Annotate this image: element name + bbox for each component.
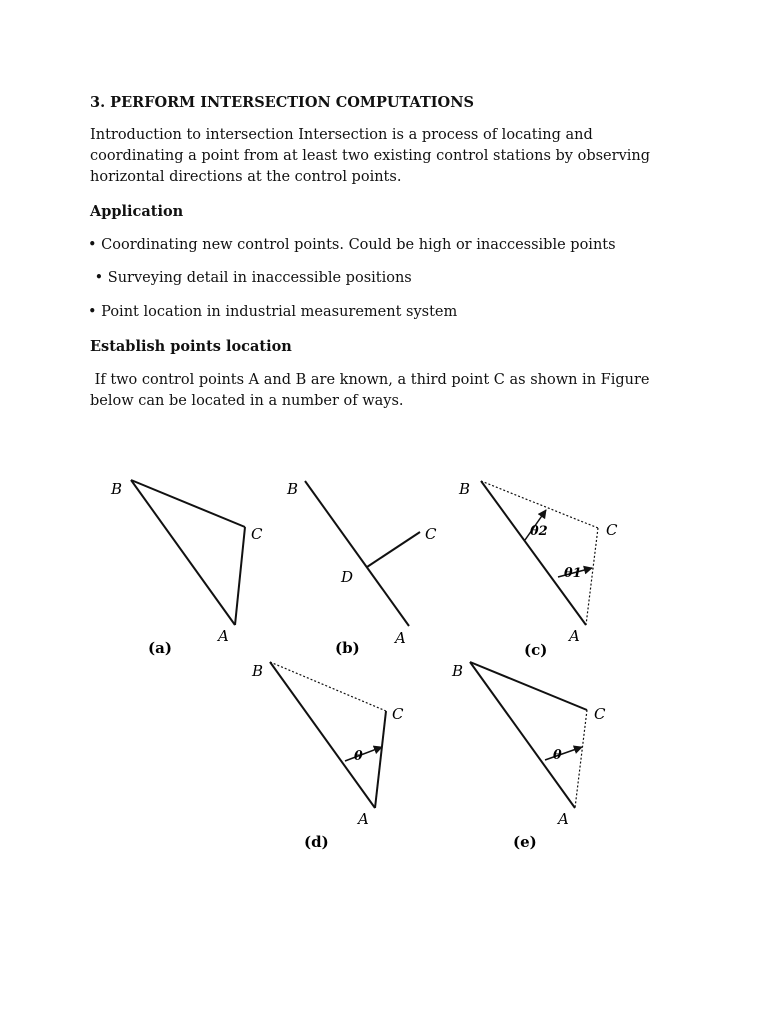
caption-c: (c) [524, 641, 548, 659]
bullet-item: • Point location in industrial measurement system [88, 304, 458, 320]
diagram-e [470, 662, 587, 808]
point-label-a: A [358, 810, 369, 828]
diagram-c [481, 481, 598, 625]
sight-ac [586, 528, 598, 625]
line-ca [235, 527, 245, 625]
point-label-d: D [341, 568, 354, 586]
point-label-b: B [452, 662, 464, 680]
caption-a: (a) [148, 639, 172, 657]
application-heading: Application [90, 203, 184, 220]
caption-d: (d) [304, 833, 329, 851]
point-label-c: C [392, 705, 404, 723]
diagram-b [305, 481, 420, 626]
angle-arrow-theta [545, 747, 582, 760]
point-label-a: A [558, 810, 569, 828]
intro-paragraph: Introduction to intersection Intersection is a process of locating and coordinating a point from at least two existing control stations by observing horizontal directions at the control points. [90, 127, 651, 185]
angle-arrow-theta [345, 747, 382, 761]
point-label-c: C [251, 525, 263, 543]
point-label-b: B [287, 480, 299, 498]
line-dc [367, 532, 420, 567]
diagram-a [131, 480, 245, 625]
angle-label-theta2: θ2 [530, 524, 548, 539]
sight-ac [575, 710, 587, 808]
angle-label-theta: θ [553, 748, 562, 763]
point-label-c: C [425, 525, 437, 543]
establish-paragraph: If two control points A and B are known, a third point C as shown in Figure below can be located in a number of ways. [90, 372, 655, 409]
point-label-a: A [395, 629, 406, 647]
angle-label-theta1: θ1 [564, 566, 582, 581]
line-ab [305, 481, 409, 626]
bullet-item: • Coordinating new control points. Could be high or inaccessible points [88, 237, 616, 253]
point-label-c: C [594, 705, 606, 723]
point-label-a: A [569, 627, 580, 645]
diagram-d [270, 662, 386, 808]
line-ac [375, 711, 386, 808]
section-title: 3. PERFORM INTERSECTION COMPUTATIONS [90, 94, 474, 111]
caption-b: (b) [335, 639, 360, 657]
point-label-b: B [111, 480, 123, 498]
point-label-c: C [606, 521, 618, 539]
point-label-a: A [218, 627, 229, 645]
point-label-b: B [252, 662, 264, 680]
intersection-figure [0, 430, 768, 870]
point-label-b: B [459, 480, 471, 498]
caption-e: (e) [513, 833, 537, 851]
angle-label-theta: θ [354, 749, 363, 764]
bullet-item: • Surveying detail in inaccessible positions [90, 270, 412, 286]
establish-heading: Establish points location [90, 338, 292, 355]
